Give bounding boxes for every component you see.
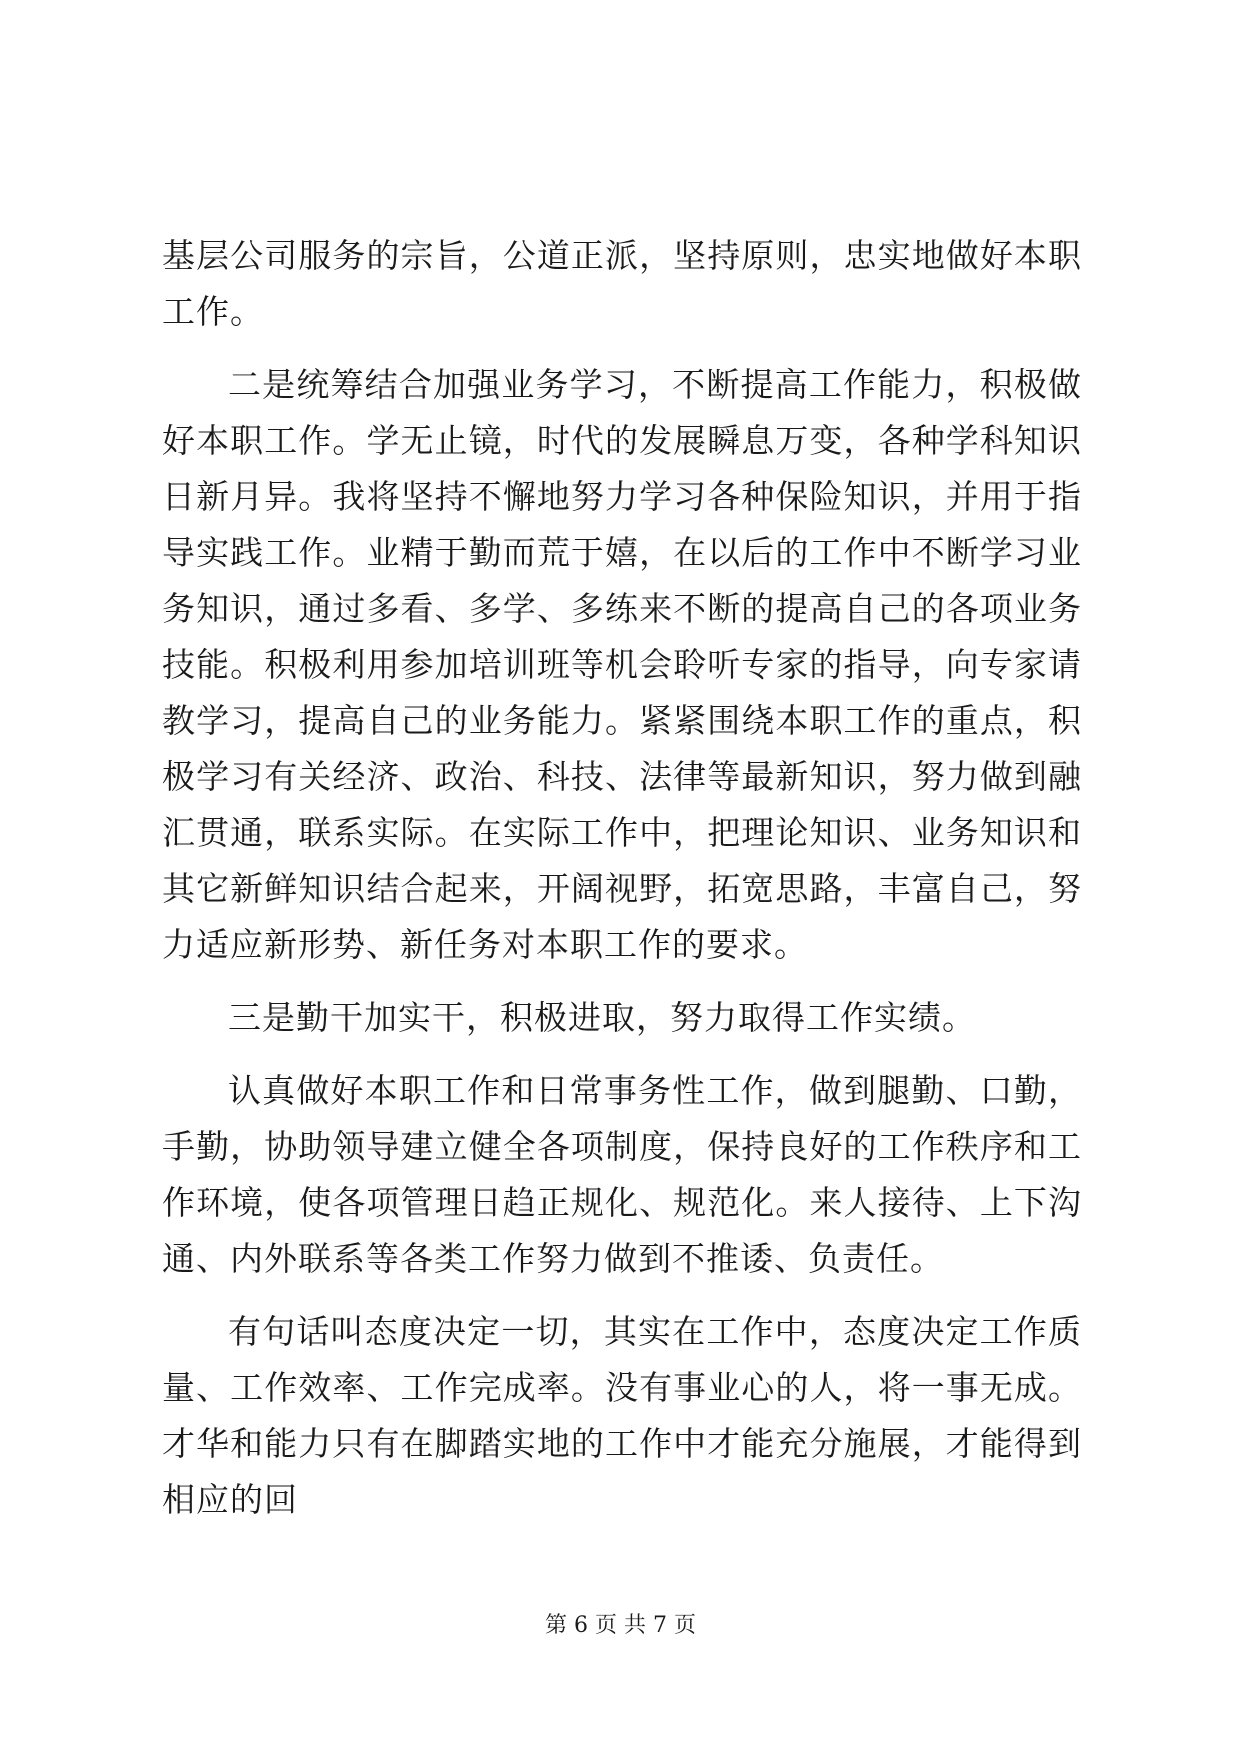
paragraph-daily-work: 认真做好本职工作和日常事务性工作，做到腿勤、口勤，手勤，协助领导建立健全各项制度，保持良好的工作秩序和工作环境，使各项管理日趋正规化、规范化。来人接待、上下沟通、内外联系等各类工作努力做到不推诿、负责任。 bbox=[162, 1071, 1082, 1278]
document-body bbox=[162, 228, 1082, 1545]
paragraph-third-point: 三是勤干加实干，积极进取，努力取得工作实绩。 bbox=[228, 998, 976, 1037]
paragraph-attitude: 有句话叫态度决定一切，其实在工作中，态度决定工作质量、工作效率、工作完成率。没有事业心的人，将一事无成。才华和能力只有在脚踏实地的工作中才能充分施展，才能得到相应的回 bbox=[162, 1312, 1082, 1519]
paragraph-study: 二是统筹结合加强业务学习，不断提高工作能力，积极做好本职工作。学无止镜，时代的发展瞬息万变，各种学科知识日新月异。我将坚持不懈地努力学习各种保险知识，并用于指导实践工作。业精于勤而荒于嬉，在以后的工作中不断学习业务知识，通过多看、多学、多练来不断的提高自己的各项业务技能。积极利用参加培训班等机会聆听专家的指导，向专家请教学习，提高自己的业务能力。紧紧围绕本职工作的重点，积极学习有关经济、政治、科技、法律等最新知识，努力做到融汇贯通，联系实际。在实际工作中，把理论知识、业务知识和其它新鲜知识结合起来，开阔视野，拓宽思路，丰富自己，努力适应新形势、新任务对本职工作的要求。 bbox=[162, 365, 1082, 964]
page-number-footer: 第 6 页 共 7 页 bbox=[545, 1613, 696, 1638]
paragraph-continuation: 基层公司服务的宗旨，公道正派，坚持原则，忠实地做好本职工作。 bbox=[162, 236, 1082, 331]
